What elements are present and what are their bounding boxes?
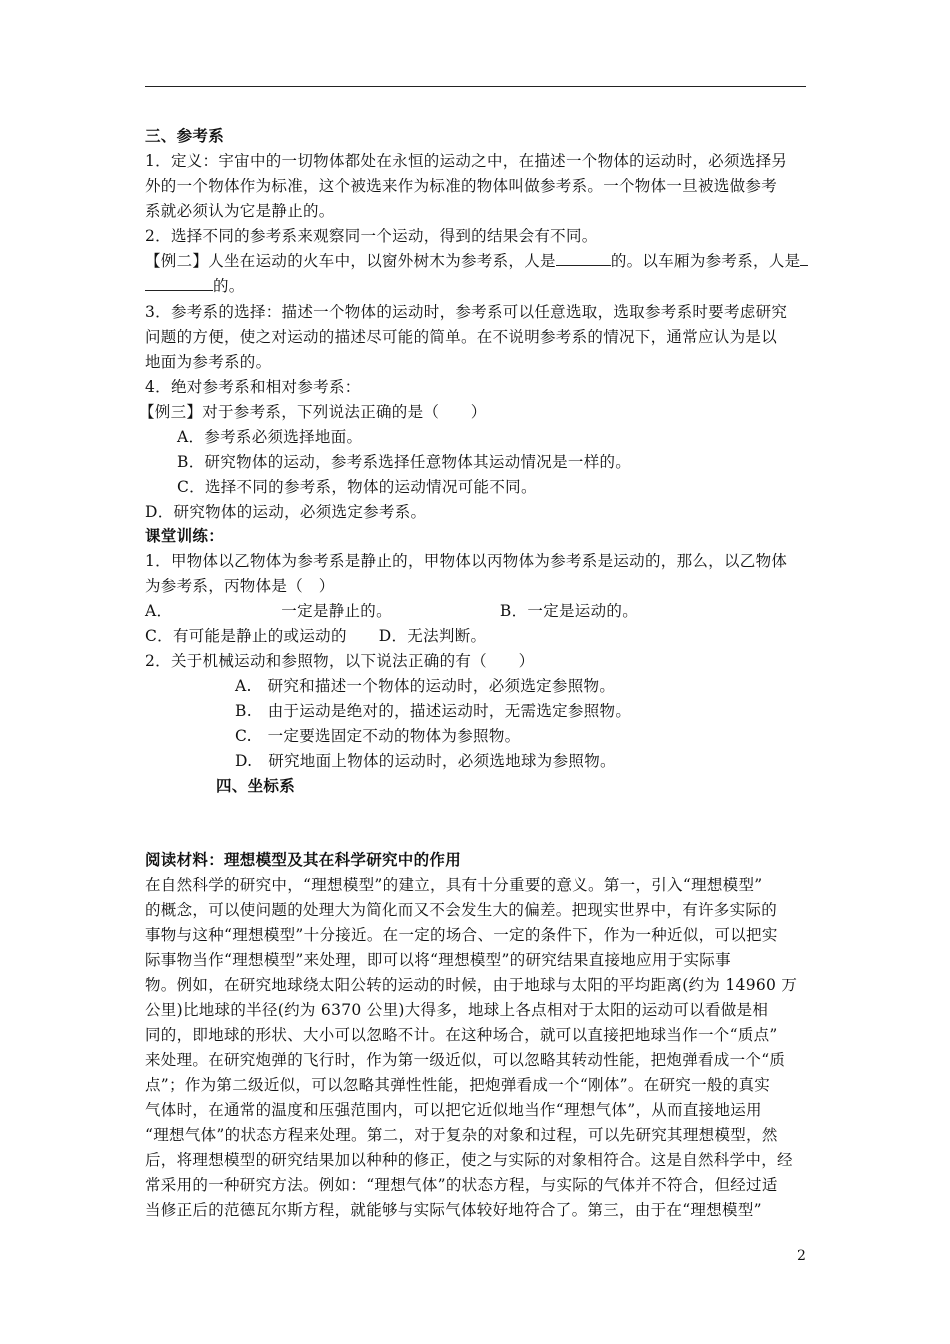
reading-line: 同的，即地球的形状、大小可以忽略不计。在这种场合，就可以直接把地球当作一个“质点” [145, 1026, 778, 1044]
header-rule [145, 86, 806, 87]
example-3-option-c: C．选择不同的参考系，物体的运动情况可能不同。 [177, 478, 537, 496]
example-3-option-d: D．研究物体的运动，必须选定参考系。 [145, 503, 427, 521]
q1-option-a-text: 一定是静止的。 [281, 602, 392, 620]
def-line-2: 外的一个物体作为标准，这个被选来作为标准的物体叫做参考系。一个物体一旦被选做参考 [145, 177, 778, 195]
q1-option-a-label: A． [145, 602, 173, 620]
reading-line: 事物与这种“理想模型”十分接近。在一定的场合、一定的条件下，作为一种近似，可以把实 [145, 926, 778, 944]
reading-line: 公里)比地球的半径(约为 6370 公里)大得多，地球上各点相对于太阳的运动可以看做是相 [145, 1001, 769, 1019]
point-4: 4．绝对参考系和相对参考系： [145, 378, 361, 396]
reading-line: 来处理。在研究炮弹的飞行时，作为第一级近似，可以忽略其转动性能，把炮弹看成一个“质 [145, 1051, 786, 1069]
example-3-question: 【例三】对于参考系，下列说法正确的是（ ） [139, 403, 487, 421]
example-2-text-b: 的。以车厢为参考系，人是 [610, 252, 801, 270]
point-3-line-1: 3．参考系的选择：描述一个物体的运动时，参考系可以任意选取，选取参考系时要考虑研究 [145, 303, 788, 321]
example-2-text-a: 【例二】人坐在运动的火车中，以窗外树木为参考系，人是 [145, 252, 556, 270]
reading-line: “理想气体”的状态方程来处理。第二，对于复杂的对象和过程，可以先研究其理想模型，然 [145, 1126, 778, 1144]
answer-blank-2a[interactable] [800, 249, 808, 266]
example-2-text-c: 的。 [213, 277, 245, 295]
example-3-option-a: A．参考系必须选择地面。 [177, 428, 363, 446]
practice-title: 课堂训练： [145, 526, 225, 545]
practice-q2-option-c: C. 一定要选固定不动的物体为参照物。 [235, 727, 521, 745]
answer-blank-1[interactable] [556, 249, 611, 266]
practice-q1-line-1: 1．甲物体以乙物体为参考系是静止的，甲物体以丙物体为参考系是运动的，那么，以乙物体 [145, 552, 788, 570]
point-3-line-3: 地面为参考系的。 [145, 353, 272, 371]
practice-q2-option-b: B. 由于运动是绝对的，描述运动时，无需选定参照物。 [235, 702, 632, 720]
reading-line: 后，将理想模型的研究结果加以种种的修正，使之与实际的对象相符合。这是自然科学中，经 [145, 1151, 793, 1169]
section-4-title: 四、坐标系 [216, 776, 296, 795]
q1-option-c: C．有可能是静止的或运动的 [145, 627, 347, 645]
practice-q2: 2．关于机械运动和参照物，以下说法正确的有（ ） [145, 652, 535, 670]
def-line-3: 系就必须认为它是静止的。 [145, 202, 335, 220]
reading-title: 阅读材料：理想模型及其在科学研究中的作用 [145, 850, 462, 869]
reading-line: 点”；作为第二级近似，可以忽略其弹性性能，把炮弹看成一个“刚体”。在研究一般的真实 [145, 1076, 771, 1094]
practice-q2-option-d: D. 研究地面上物体的运动时，必须选地球为参照物。 [235, 752, 616, 770]
q1-option-b: B．一定是运动的。 [499, 602, 638, 620]
reading-line: 物。例如，在研究地球绕太阳公转的运动的时候，由于地球与太阳的平均距离(约为 14960 万 [145, 976, 798, 994]
section-3-title: 三、参考系 [145, 126, 225, 145]
answer-blank-2b[interactable] [145, 274, 213, 291]
example-3-option-b: B．研究物体的运动，参考系选择任意物体其运动情况是一样的。 [177, 453, 632, 471]
point-2: 2．选择不同的参考系来观察同一个运动，得到的结果会有不同。 [145, 227, 598, 245]
reading-line: 常采用的一种研究方法。例如：“理想气体”的状态方程，与实际的气体并不符合，但经过适 [145, 1176, 778, 1194]
reading-line: 气体时，在通常的温度和压强范围内，可以把它近似地当作“理想气体”，从而直接地运用 [145, 1101, 762, 1119]
example-2-line-1 [145, 249, 808, 273]
practice-q1-options-ab [145, 599, 638, 623]
practice-q1-options-cd [145, 624, 486, 648]
practice-q1-line-2: 为参考系，丙物体是（ ） [145, 577, 335, 595]
page-number: 2 [797, 1248, 806, 1264]
reading-line: 在自然科学的研究中，“理想模型”的建立，具有十分重要的意义。第一，引入“理想模型” [145, 876, 763, 894]
reading-line: 当修正后的范德瓦尔斯方程，就能够与实际气体较好地符合了。第三，由于在“理想模型” [145, 1201, 762, 1219]
def-line-1: 1．定义：宇宙中的一切物体都处在永恒的运动之中，在描述一个物体的运动时，必须选择另 [145, 152, 788, 170]
practice-q2-option-a: A. 研究和描述一个物体的运动时，必须选定参照物。 [235, 677, 616, 695]
reading-line: 的概念，可以使问题的处理大为简化而又不会发生大的偏差。把现实世界中，有许多实际的 [145, 901, 778, 919]
reading-line: 际事物当作“理想模型”来处理，即可以将“理想模型”的研究结果直接地应用于实际事 [145, 951, 731, 969]
q1-option-d: D．无法判断。 [378, 627, 487, 645]
point-3-line-2: 问题的方便，使之对运动的描述尽可能的简单。在不说明参考系的情况下，通常应认为是以 [145, 328, 778, 346]
example-2-line-2 [145, 274, 245, 298]
